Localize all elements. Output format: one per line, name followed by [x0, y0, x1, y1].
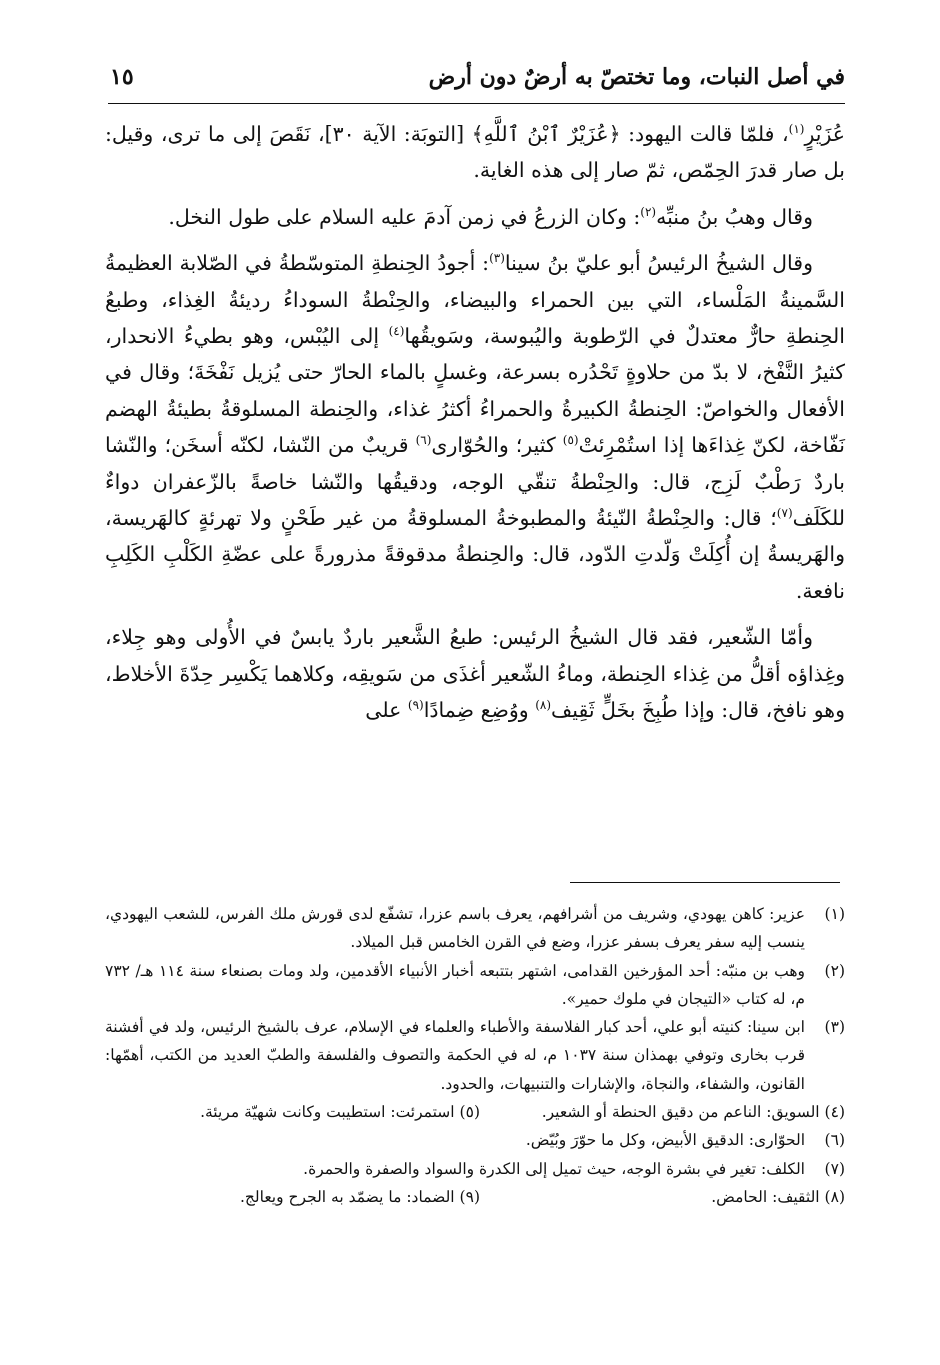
footnote-number: (٥) [459, 1103, 480, 1122]
footnote-text: الثقيف: الحامض. [711, 1187, 820, 1206]
header-rule [108, 103, 845, 104]
paragraph-2 [105, 199, 845, 235]
paragraph-3-text-c: إلى اليُبْس، وهو بطيءُ الانحدار، كثيرُ النَّفْخ، لا بدّ من حلاوةٍ تَحْدُره بسرعة، وغسلٍ بالماء الحارّ حتى يُزيل نَفْخَةَ؛ وقال في الأفعال والخواصّ: الحِنطةُ الكبيرةُ والحمراءُ أكثرُ غذاء، والحِنطة المسلوقةُ بطيئةُ الهضم نَفّاخة، لكنّ غِذاءَها إذا استُمْرِئتْ [105, 324, 845, 458]
footnote-6 [105, 1126, 845, 1154]
paragraph-3 [105, 245, 845, 609]
footnote-8 [711, 1183, 845, 1211]
paragraph-1 [105, 116, 845, 189]
footnote-ref: (٧) [776, 506, 793, 521]
footnotes-4-5 [105, 1098, 845, 1126]
footnotes-8-9 [105, 1183, 845, 1211]
footnote-ref: (٥) [562, 433, 579, 448]
paragraph-4-text-c: على [365, 698, 408, 723]
footnote-text: الكلف: تغير في بشرة الوجه، حيث تميل إلى الكدرة والسواد والصفرة والحمرة. [303, 1159, 805, 1178]
footnote-number: (١) [824, 905, 845, 923]
footnote-ref: (٨) [535, 698, 552, 713]
footnote-1 [105, 900, 845, 957]
footnote-ref: (٦) [415, 433, 432, 448]
paragraph-2-text-b: : وكان الزرعُ في زمن آدمَ عليه السلام على طول النخل. [168, 204, 641, 229]
footnote-number: (٢) [824, 961, 845, 980]
footnote-2 [105, 957, 845, 1014]
chapter-title: في أصل النبات، وما تختصّ به أرضٌ دون أرض [428, 64, 845, 90]
running-header [108, 60, 845, 104]
footnote-text: عزير: كاهن يهودي، وشريف من أشرافهم، يعرف باسم عزرا، تشفّع لدى قورش ملك الفرس، للشعب اليهودي، ينسب إليه سفر يعرف بسفر عزرا، وضع في القرن الخامس قبل الميلاد. [105, 905, 805, 952]
paragraph-3-text-b: : أجودُ الحِنطةِ المتوسّطةُ في الصّلابة العظيمةُ السَّمينةُ المَلْساء، التي بين الحمراء والبيضاء، والحِنْطةُ السوداءُ رديئةُ الغِذاء، وطبعُ الحِنطةِ حارٌّ معتدلٌ في الرّطوبة واليُبوسة، وسَويقُها [105, 251, 845, 349]
footnote-number: (٩) [459, 1187, 480, 1206]
footnote-text: وهب بن منبّه: أحد المؤرخين القدامى، اشتهر بتتبعه أخبار الأنبياء الأقدمين، ولد ومات بصنعاء سنة ١١٤ هـ/ ٧٣٢ م، له كتاب «التيجان في ملوك حمير». [105, 961, 805, 1008]
footnote-number: (٧) [824, 1159, 845, 1178]
footnote-text: استمرئت: استطيبت وكانت شهيّة مريئة. [200, 1103, 455, 1122]
footnote-separator [570, 882, 840, 883]
footnote-ref: (٣) [489, 251, 505, 266]
footnote-number: (٤) [824, 1103, 845, 1122]
paragraph-3-text-f: ؛ قال: والحِنْطةُ النّيئةُ والمطبوخةُ المسلوقةُ من غير طَحْنٍ ولا تهرئةٍ كالهَريسة، والهَريسةُ إن أُكِلَتْ وَلّدتِ الدّود، قال: والحِنطةُ مدقوقةً مذرورةً على عضّةِ الكَلْبِ الكَلِبِ نافعة. [105, 506, 845, 603]
paragraph-4-text-a: وأمّا الشّعير، فقد قال الشيخُ الرئيس: طبعُ الشَّعير باردٌ يابسٌ في الأُولى وهو جِلاء، وغِذاؤه أقلُّ من غِذاء الحِنطة، وماءُ الشّعير أغذَى من سَويقِه، وكلاهما يَكْسِر حِدّةَ الأخلاط، وهو نافخ، قال: وإذا طُبِخَ بخَلٍّ ثَقِيف [105, 625, 845, 723]
footnote-number: (٦) [824, 1131, 845, 1150]
footnote-ref: (٩) [407, 698, 424, 713]
paragraph-3-text-e: قريبٌ من النّشا، لكنّه أسخَن؛ والنّشا باردٌ رَطْبٌ لَزِج، قال: والحِنْطةُ تنقّي الوجه، ودقيقُها والنّشا خاصةً بالزّعفران دواءٌ للكَلَف [105, 433, 845, 531]
paragraph-3-text-a: وقال الشيخُ الرئيسُ أبو عليّ بنُ سينا [504, 251, 813, 276]
footnote-3 [105, 1013, 845, 1098]
footnote-ref: (٤) [388, 324, 405, 339]
footnotes [105, 900, 845, 1211]
footnote-text: الحوّارى: الدقيق الأبيض، وكل ما حوّرَ وبُيّض. [525, 1131, 805, 1150]
footnote-5 [200, 1098, 480, 1126]
footnote-9 [240, 1183, 480, 1211]
footnote-text: السويق: الناعم من دقيق الحنطة أو الشعير. [541, 1103, 820, 1122]
footnote-number: (٣) [824, 1018, 845, 1037]
footnote-number: (٨) [824, 1187, 845, 1206]
page-number: ١٥ [110, 64, 134, 90]
paragraph-1-text-a: عُزَيْرٍ [804, 122, 846, 146]
paragraph-2-text-a: وقال وهبُ بنُ منبِّه [656, 204, 813, 229]
footnote-4 [542, 1098, 845, 1126]
footnote-ref: (٢) [640, 204, 657, 219]
paragraph-1-text-b: ، فلمّا قالت اليهود: ﴿عُزَيْرٌ ٱبْنُ ٱللَّهِ﴾ [التوبَة: الآية ٣٠]، نَقَصَ إلى ما ترى، وقيل: بل صار قدرَ الحِمّص، ثمّ صار إلى هذه الغاية. [105, 122, 845, 183]
paragraph-4-text-b: ووُضِع ضِمادًا [423, 698, 536, 723]
footnote-7 [105, 1155, 845, 1183]
paragraph-3-text-d: كثير؛ والحُوّارى [431, 433, 563, 458]
footnote-text: ابن سينا: كنيته أبو علي، أحد كبار الفلاسفة والأطباء والعلماء في الإسلام، عرف بالشيخ الرئيس، ولد في أفشنة قرب بخارى وتوفي بهمذان سنة ١٠٣٧ م، له في الحكمة والتصوف والفلسفة والطبّ العديد من الكتب، أهمّها: القانون، والشفاء، والنجاة، والإشارات والتنبيهات، والحدود. [105, 1018, 806, 1093]
footnote-text: الضماد: ما يضمّد به الجرح ويعالج. [239, 1187, 455, 1206]
main-text [105, 116, 845, 729]
paragraph-4 [105, 619, 845, 728]
footnote-ref: (١) [788, 122, 805, 137]
